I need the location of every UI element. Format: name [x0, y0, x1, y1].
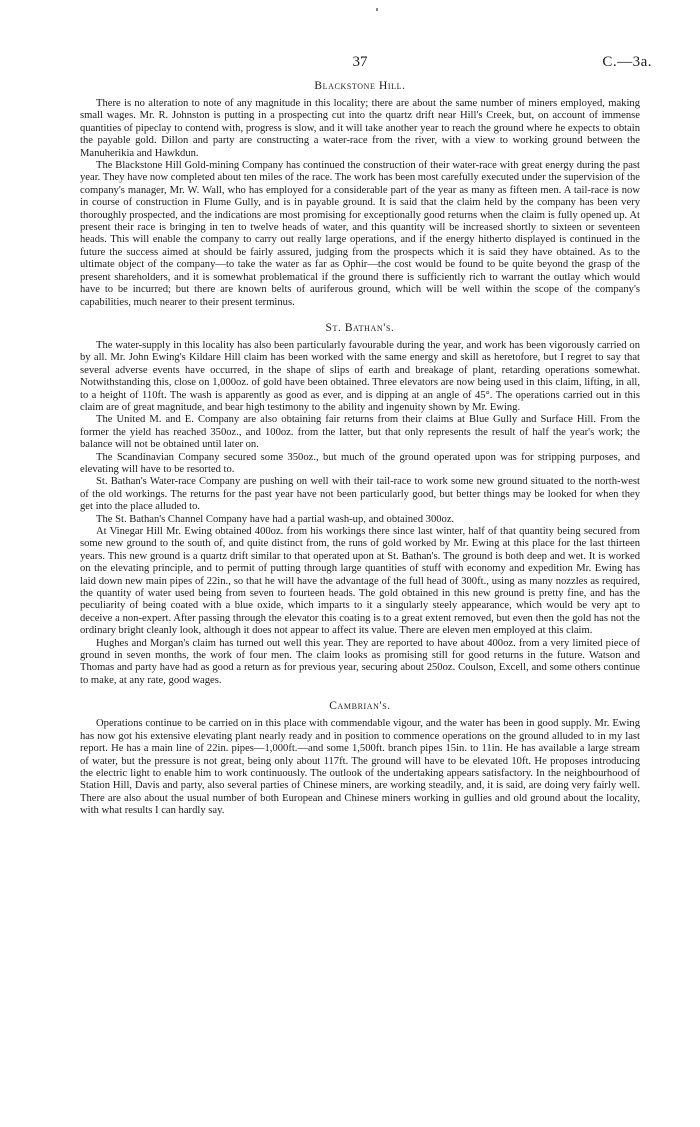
print-mark	[376, 8, 378, 11]
page-body	[80, 80, 640, 831]
paragraph: The Blackstone Hill Gold-mining Company has continued the construction of their water-race with great energy during the past year. They have now completed about ten miles of the race. The work has been most carefully executed under the supervision of the company's manager, Mr. W. Wall, who has employed for a considerable part of the year as many as fifteen men. A tail-race is now in course of construction in Flume Gully, and is in payable ground. It is said that the claim held by the company has been very thoroughly prospected, and the indications are most promising for exceptionally good returns when the claim is fully opened up. At present their race is bringing in ten to twelve heads of water, and this quantity will be increased shortly to sixteen or seventeen heads. This will enable the company to carry out really large operations, and if the energy hitherto displayed is continued in the future the success aimed at should be fairly assured, judging from the prospects which it is said they have obtained. As to the ultimate object of the company—to take the water as far as Ophir—the cost would be found to be quite beyond the grasp of the present shareholders, and it is somewhat problematical if the ground there is sufficiently rich to warrant the outlay which would have to be incurred; but there are known belts of auriferous ground, which will be well within the scope of the company's capabilities, much nearer to their present terminus.	[80, 160, 640, 308]
page-header	[80, 54, 652, 72]
document-reference: C.—3a.	[602, 54, 652, 70]
paragraph: The St. Bathan's Channel Company have had a partial wash-up, and obtained 300oz.	[96, 513, 455, 525]
section-heading: Cambrian's.	[329, 700, 391, 713]
paragraph: The water-supply in this locality has also been particularly favourable during the year, and work has been vigorously carried on by all. Mr. John Ewing's Kildare Hill claim has been worked with the same energy and skill as heretofore, but I regret to say that several adverse events have occurred, in the shape of slips of earth and breakage of plant, retarding operations somewhat. Notwithstanding this, close on 1,000oz. of gold have been obtained. Three elevators are now being used in this claim, lifting, in all, to a height of 110ft. The wash is apparently as good as ever, and is dipping at an angle of 45°. The operations carried out in this claim are of great magnitude, and bear high testimony to the ability and ingenuity shown by Mr. Ewing.	[80, 339, 640, 413]
section-st-bathans	[80, 322, 640, 687]
paragraph: The United M. and E. Company are also obtaining fair returns from their claims at Blue Gully and Surface Hill. From the former the yield has reached 350oz., and 100oz. from the latter, but that only represents the result of half the year's work; the balance will not be obtained until later on.	[80, 414, 640, 451]
section-cambrians	[80, 700, 640, 817]
paragraph: There is no alteration to note of any magnitude in this locality; there are about the same number of miners employed, making small wages. Mr. R. Johnston is putting in a prospecting cut into the quartz drift near Hill's Creek, but, on account of immense quantities of pipeclay to contend with, progress is slow, and it will take another year to reach the ground where he expects to obtain the payable gold. Dillon and party are constructing a water-race from the river, with a view to working ground between the Manuherikia and Hawkdun.	[80, 98, 640, 159]
section-heading: St. Bathan's.	[325, 321, 395, 334]
paragraph: Hughes and Morgan's claim has turned out well this year. They are reported to have about 400oz. from a very limited piece of ground in seven months, the work of four men. The claim looks as promising still for good returns in the future. Watson and Thomas and party have had as good a return as for previous year, securing about 250oz. Coulson, Excell, and some others continue to make, at any rate, good wages.	[80, 637, 640, 686]
section-blackstone-hill	[80, 80, 640, 309]
section-heading: Blackstone Hill.	[314, 80, 406, 92]
paragraph: St. Bathan's Water-race Company are pushing on well with their tail-race to work some new ground situated to the north-west of the old workings. The returns for the past year have not been particularly good, but better things may be looked for when they get into the place alluded to.	[80, 476, 640, 513]
page-number: 37	[352, 54, 368, 70]
paragraph: At Vinegar Hill Mr. Ewing obtained 400oz. from his workings there since last winter, half of that quantity being secured from some new ground to the south of, and quite distinct from, the runs of gold worked by Mr. Ewing at this place for the last thirteen years. This new ground is a quartz drift similar to that operated upon at St. Bathan's. The ground is both deep and wet. It is worked on the elevating principle, and to permit of putting through large quantities of stuff with economy and expedition Mr. Ewing has laid down new main pipes of 22in., so that he will have the advantage of the full head of 300ft., using as many nozzles as required, the quantity of water used being from seven to fourteen heads. The gold obtained in this new ground is pretty fine, and has the peculiarity of being coated with a blue oxide, which imparts to it a singularly steely appearance, which would be very apt to deceive a non-expert. After passing through the elevator this coating is to a great extent removed, but even then the gold has not the ordinary bright cleanly look, although it does not appear to affect its value. There are eleven men employed at this claim.	[80, 526, 640, 637]
paragraph: Operations continue to be carried on in this place with commendable vigour, and the water has been in good supply. Mr. Ewing has now got his extensive elevating plant nearly ready and in position to commence operations on the ground alluded to in my last report. He has a main line of 22in. pipes—1,000ft.—and some 1,500ft. branch pipes 15in. to 11in. He has available a large stream of water, but the pressure is not great, being only about 117ft. The ground will have to be elevated 10ft. He proposes introducing the electric light to enable him to work continuously. The outlook of the undertaking appears satisfactory. In the neighbourhood of Station Hill, Davis and party, also several parties of Chinese miners, are working steadily, and, it is said, are doing very fairly well. There are also about the usual number of both European and Chinese miners working in gullies and old ground about the locality, with what results I can hardly say.	[80, 718, 640, 817]
paragraph: The Scandinavian Company secured some 350oz., but much of the ground operated upon was for stripping purposes, and elevating will have to be resorted to.	[80, 451, 640, 475]
